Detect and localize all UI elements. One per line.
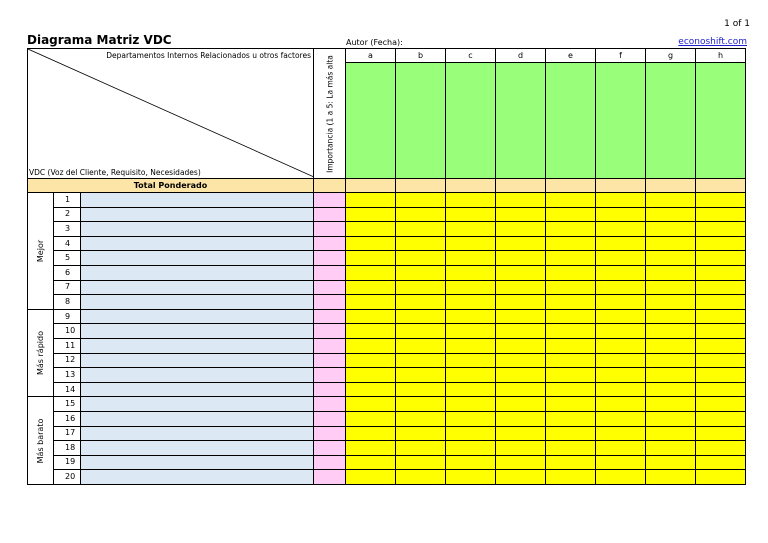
requirement-row xyxy=(28,397,746,412)
relation-cell-f[interactable] xyxy=(596,324,646,339)
importance-input-cell[interactable] xyxy=(314,470,346,485)
relation-cell-d[interactable] xyxy=(496,236,546,251)
relation-cell-g[interactable] xyxy=(646,441,696,456)
relation-cell-a[interactable] xyxy=(346,470,396,485)
relation-cell-g[interactable] xyxy=(646,280,696,295)
relation-cell-c[interactable] xyxy=(446,368,496,383)
requirement-row xyxy=(28,295,746,310)
group-label: Más rápido xyxy=(35,331,45,376)
requirement-row xyxy=(28,236,746,251)
importance-header-label: Importancia (1 a 5: La más alta xyxy=(324,54,334,173)
requirement-input-cell[interactable] xyxy=(81,470,314,485)
relation-cell-f[interactable] xyxy=(596,411,646,426)
relation-cell-d[interactable] xyxy=(496,368,546,383)
relation-cell-g[interactable] xyxy=(646,382,696,397)
relation-cell-a[interactable] xyxy=(346,411,396,426)
row-number: 17 xyxy=(54,426,81,441)
relation-cell-c[interactable] xyxy=(446,455,496,470)
relation-cell-f[interactable] xyxy=(596,426,646,441)
relation-cell-g[interactable] xyxy=(646,265,696,280)
relation-cell-f[interactable] xyxy=(596,236,646,251)
total-weighted-row xyxy=(28,179,746,193)
relation-cell-d[interactable] xyxy=(496,353,546,368)
requirement-input-cell[interactable] xyxy=(81,411,314,426)
relation-cell-d[interactable] xyxy=(496,222,546,237)
relation-cell-g[interactable] xyxy=(646,309,696,324)
column-header-h: h xyxy=(696,49,746,63)
relation-cell-f[interactable] xyxy=(596,338,646,353)
relation-cell-d[interactable] xyxy=(496,470,546,485)
relation-cell-h[interactable] xyxy=(696,441,746,456)
department-cell-c[interactable] xyxy=(446,63,496,179)
total-cell-b xyxy=(396,179,446,193)
importance-header-cell xyxy=(314,49,346,179)
relation-cell-f[interactable] xyxy=(596,353,646,368)
relation-cell-c[interactable] xyxy=(446,470,496,485)
requirement-input-cell[interactable] xyxy=(81,265,314,280)
relation-cell-h[interactable] xyxy=(696,411,746,426)
relation-cell-e[interactable] xyxy=(546,353,596,368)
relation-cell-g[interactable] xyxy=(646,295,696,310)
department-cell-g[interactable] xyxy=(646,63,696,179)
relation-cell-d[interactable] xyxy=(496,265,546,280)
relation-cell-e[interactable] xyxy=(546,207,596,222)
total-importance-cell xyxy=(314,179,346,193)
requirement-row xyxy=(28,338,746,353)
relation-cell-e[interactable] xyxy=(546,411,596,426)
relation-cell-b[interactable] xyxy=(396,295,446,310)
requirement-row xyxy=(28,353,746,368)
requirement-row xyxy=(28,455,746,470)
relation-cell-e[interactable] xyxy=(546,397,596,412)
importance-input-cell[interactable] xyxy=(314,324,346,339)
relation-cell-a[interactable] xyxy=(346,280,396,295)
requirement-input-cell[interactable] xyxy=(81,455,314,470)
relation-cell-c[interactable] xyxy=(446,397,496,412)
relation-cell-h[interactable] xyxy=(696,222,746,237)
relation-cell-b[interactable] xyxy=(396,470,446,485)
importance-input-cell[interactable] xyxy=(314,207,346,222)
column-header-d: d xyxy=(496,49,546,63)
relation-cell-e[interactable] xyxy=(546,382,596,397)
total-cell-c xyxy=(446,179,496,193)
relation-cell-f[interactable] xyxy=(596,193,646,208)
row-number: 1 xyxy=(54,193,81,208)
relation-cell-e[interactable] xyxy=(546,251,596,266)
relation-cell-b[interactable] xyxy=(396,353,446,368)
relation-cell-a[interactable] xyxy=(346,368,396,383)
row-number: 20 xyxy=(54,470,81,485)
relation-cell-c[interactable] xyxy=(446,338,496,353)
requirement-row xyxy=(28,368,746,383)
relation-cell-d[interactable] xyxy=(496,382,546,397)
requirement-input-cell[interactable] xyxy=(81,382,314,397)
relation-cell-f[interactable] xyxy=(596,382,646,397)
importance-input-cell[interactable] xyxy=(314,295,346,310)
relation-cell-e[interactable] xyxy=(546,236,596,251)
row-number: 11 xyxy=(54,338,81,353)
relation-cell-g[interactable] xyxy=(646,222,696,237)
department-cell-a[interactable] xyxy=(346,63,396,179)
relation-cell-h[interactable] xyxy=(696,397,746,412)
importance-input-cell[interactable] xyxy=(314,441,346,456)
importance-input-cell[interactable] xyxy=(314,368,346,383)
row-number: 10 xyxy=(54,324,81,339)
column-header-a: a xyxy=(346,49,396,63)
requirement-row xyxy=(28,280,746,295)
row-number: 12 xyxy=(54,353,81,368)
importance-input-cell[interactable] xyxy=(314,265,346,280)
relation-cell-e[interactable] xyxy=(546,441,596,456)
relation-cell-c[interactable] xyxy=(446,441,496,456)
relation-cell-g[interactable] xyxy=(646,251,696,266)
relation-cell-h[interactable] xyxy=(696,324,746,339)
requirement-input-cell[interactable] xyxy=(81,251,314,266)
importance-input-cell[interactable] xyxy=(314,280,346,295)
relation-cell-h[interactable] xyxy=(696,236,746,251)
importance-input-cell[interactable] xyxy=(314,382,346,397)
relation-cell-g[interactable] xyxy=(646,426,696,441)
requirement-row xyxy=(28,193,746,208)
importance-input-cell[interactable] xyxy=(314,251,346,266)
relation-cell-f[interactable] xyxy=(596,470,646,485)
relation-cell-a[interactable] xyxy=(346,295,396,310)
relation-cell-d[interactable] xyxy=(496,441,546,456)
relation-cell-f[interactable] xyxy=(596,280,646,295)
requirement-input-cell[interactable] xyxy=(81,338,314,353)
relation-cell-h[interactable] xyxy=(696,382,746,397)
importance-input-cell[interactable] xyxy=(314,309,346,324)
relation-cell-g[interactable] xyxy=(646,338,696,353)
diagonal-line xyxy=(28,49,314,177)
relation-cell-h[interactable] xyxy=(696,455,746,470)
relation-cell-g[interactable] xyxy=(646,455,696,470)
relation-cell-c[interactable] xyxy=(446,411,496,426)
relation-cell-e[interactable] xyxy=(546,280,596,295)
relation-cell-b[interactable] xyxy=(396,411,446,426)
row-number: 5 xyxy=(54,251,81,266)
relation-cell-e[interactable] xyxy=(546,295,596,310)
relation-cell-e[interactable] xyxy=(546,265,596,280)
relation-cell-c[interactable] xyxy=(446,280,496,295)
relation-cell-b[interactable] xyxy=(396,251,446,266)
row-number: 14 xyxy=(54,382,81,397)
relation-cell-d[interactable] xyxy=(496,426,546,441)
relation-cell-c[interactable] xyxy=(446,382,496,397)
relation-cell-e[interactable] xyxy=(546,193,596,208)
group-label: Más barato xyxy=(35,418,45,463)
requirement-row xyxy=(28,441,746,456)
group-label: Mejor xyxy=(35,239,45,262)
relation-cell-h[interactable] xyxy=(696,280,746,295)
column-header-g: g xyxy=(646,49,696,63)
requirement-row xyxy=(28,265,746,280)
row-number: 15 xyxy=(54,397,81,412)
relation-cell-c[interactable] xyxy=(446,426,496,441)
website-link[interactable]: econoshift.com xyxy=(678,37,747,47)
relation-cell-f[interactable] xyxy=(596,397,646,412)
total-weighted-label: Total Ponderado xyxy=(28,179,314,193)
relation-cell-d[interactable] xyxy=(496,193,546,208)
relation-cell-a[interactable] xyxy=(346,338,396,353)
relation-cell-b[interactable] xyxy=(396,441,446,456)
importance-input-cell[interactable] xyxy=(314,353,346,368)
relation-cell-h[interactable] xyxy=(696,265,746,280)
relation-cell-d[interactable] xyxy=(496,338,546,353)
relation-cell-a[interactable] xyxy=(346,455,396,470)
relation-cell-b[interactable] xyxy=(396,280,446,295)
relation-cell-g[interactable] xyxy=(646,470,696,485)
relation-cell-g[interactable] xyxy=(646,368,696,383)
requirement-input-cell[interactable] xyxy=(81,426,314,441)
vdc-matrix-table xyxy=(27,48,746,485)
total-cell-g xyxy=(646,179,696,193)
requirement-row xyxy=(28,470,746,485)
relation-cell-g[interactable] xyxy=(646,193,696,208)
relation-cell-c[interactable] xyxy=(446,353,496,368)
row-number: 9 xyxy=(54,309,81,324)
total-cell-h xyxy=(696,179,746,193)
total-cell-e xyxy=(546,179,596,193)
importance-input-cell[interactable] xyxy=(314,236,346,251)
relation-cell-c[interactable] xyxy=(446,207,496,222)
row-number: 8 xyxy=(54,295,81,310)
relation-cell-f[interactable] xyxy=(596,265,646,280)
row-number: 6 xyxy=(54,265,81,280)
row-number: 2 xyxy=(54,207,81,222)
column-header-e: e xyxy=(546,49,596,63)
relation-cell-b[interactable] xyxy=(396,207,446,222)
relation-cell-d[interactable] xyxy=(496,295,546,310)
relation-cell-d[interactable] xyxy=(496,280,546,295)
total-cell-a xyxy=(346,179,396,193)
row-number: 19 xyxy=(54,455,81,470)
vdc-header-label: VDC (Voz del Cliente, Requisito, Necesidades) xyxy=(29,167,201,177)
requirement-input-cell[interactable] xyxy=(81,236,314,251)
relation-cell-d[interactable] xyxy=(496,251,546,266)
relation-cell-a[interactable] xyxy=(346,236,396,251)
relation-cell-c[interactable] xyxy=(446,251,496,266)
relation-cell-f[interactable] xyxy=(596,441,646,456)
relation-cell-c[interactable] xyxy=(446,193,496,208)
relation-cell-c[interactable] xyxy=(446,236,496,251)
row-number: 18 xyxy=(54,441,81,456)
requirement-input-cell[interactable] xyxy=(81,441,314,456)
row-number: 3 xyxy=(54,222,81,237)
importance-input-cell[interactable] xyxy=(314,397,346,412)
relation-cell-a[interactable] xyxy=(346,309,396,324)
relation-cell-h[interactable] xyxy=(696,251,746,266)
requirement-input-cell[interactable] xyxy=(81,324,314,339)
relation-cell-d[interactable] xyxy=(496,455,546,470)
group-cell xyxy=(28,309,54,397)
departments-header-label: Departamentos Internos Relacionados u otros factores xyxy=(106,51,311,60)
row-number: 16 xyxy=(54,411,81,426)
relation-cell-d[interactable] xyxy=(496,207,546,222)
relation-cell-b[interactable] xyxy=(396,397,446,412)
row-number: 7 xyxy=(54,280,81,295)
relation-cell-a[interactable] xyxy=(346,222,396,237)
relation-cell-f[interactable] xyxy=(596,368,646,383)
requirement-input-cell[interactable] xyxy=(81,280,314,295)
relation-cell-g[interactable] xyxy=(646,207,696,222)
relation-cell-g[interactable] xyxy=(646,353,696,368)
requirement-row xyxy=(28,426,746,441)
relation-cell-e[interactable] xyxy=(546,470,596,485)
relation-cell-h[interactable] xyxy=(696,207,746,222)
group-cell xyxy=(28,397,54,485)
importance-input-cell[interactable] xyxy=(314,455,346,470)
column-header-c: c xyxy=(446,49,496,63)
relation-cell-a[interactable] xyxy=(346,251,396,266)
relation-cell-a[interactable] xyxy=(346,324,396,339)
relation-cell-a[interactable] xyxy=(346,265,396,280)
total-cell-f xyxy=(596,179,646,193)
relation-cell-c[interactable] xyxy=(446,295,496,310)
relation-cell-e[interactable] xyxy=(546,368,596,383)
relation-cell-d[interactable] xyxy=(496,324,546,339)
page-number: 1 of 1 xyxy=(724,19,750,29)
relation-cell-b[interactable] xyxy=(396,324,446,339)
requirement-row xyxy=(28,324,746,339)
relation-cell-b[interactable] xyxy=(396,455,446,470)
relation-cell-c[interactable] xyxy=(446,309,496,324)
requirement-row xyxy=(28,382,746,397)
department-cell-d[interactable] xyxy=(496,63,546,179)
requirement-input-cell[interactable] xyxy=(81,397,314,412)
relation-cell-a[interactable] xyxy=(346,397,396,412)
requirement-row xyxy=(28,309,746,324)
requirement-row xyxy=(28,207,746,222)
relation-cell-d[interactable] xyxy=(496,411,546,426)
department-cell-f[interactable] xyxy=(596,63,646,179)
requirement-input-cell[interactable] xyxy=(81,353,314,368)
requirement-input-cell[interactable] xyxy=(81,368,314,383)
relation-cell-c[interactable] xyxy=(446,324,496,339)
relation-cell-e[interactable] xyxy=(546,426,596,441)
relation-cell-b[interactable] xyxy=(396,236,446,251)
importance-input-cell[interactable] xyxy=(314,193,346,208)
relation-cell-g[interactable] xyxy=(646,324,696,339)
requirement-input-cell[interactable] xyxy=(81,207,314,222)
relation-cell-f[interactable] xyxy=(596,309,646,324)
relation-cell-c[interactable] xyxy=(446,222,496,237)
importance-input-cell[interactable] xyxy=(314,426,346,441)
relation-cell-h[interactable] xyxy=(696,193,746,208)
department-cell-h[interactable] xyxy=(696,63,746,179)
diagonal-header-cell xyxy=(28,49,314,179)
department-cell-e[interactable] xyxy=(546,63,596,179)
relation-cell-d[interactable] xyxy=(496,397,546,412)
relation-cell-b[interactable] xyxy=(396,193,446,208)
author-date-label: Autor (Fecha): xyxy=(346,38,403,47)
column-header-row xyxy=(28,49,746,63)
relation-cell-b[interactable] xyxy=(396,338,446,353)
relation-cell-a[interactable] xyxy=(346,193,396,208)
relation-cell-e[interactable] xyxy=(546,324,596,339)
relation-cell-b[interactable] xyxy=(396,265,446,280)
column-header-f: f xyxy=(596,49,646,63)
relation-cell-c[interactable] xyxy=(446,265,496,280)
relation-cell-f[interactable] xyxy=(596,222,646,237)
relation-cell-f[interactable] xyxy=(596,295,646,310)
relation-cell-b[interactable] xyxy=(396,309,446,324)
requirement-row xyxy=(28,222,746,237)
importance-input-cell[interactable] xyxy=(314,411,346,426)
relation-cell-e[interactable] xyxy=(546,455,596,470)
page-title: Diagrama Matriz VDC xyxy=(27,33,172,47)
relation-cell-b[interactable] xyxy=(396,382,446,397)
relation-cell-f[interactable] xyxy=(596,251,646,266)
relation-cell-b[interactable] xyxy=(396,222,446,237)
requirement-input-cell[interactable] xyxy=(81,295,314,310)
relation-cell-a[interactable] xyxy=(346,426,396,441)
relation-cell-b[interactable] xyxy=(396,368,446,383)
department-cell-b[interactable] xyxy=(396,63,446,179)
relation-cell-a[interactable] xyxy=(346,353,396,368)
relation-cell-e[interactable] xyxy=(546,222,596,237)
relation-cell-g[interactable] xyxy=(646,397,696,412)
importance-input-cell[interactable] xyxy=(314,338,346,353)
column-header-b: b xyxy=(396,49,446,63)
relation-cell-a[interactable] xyxy=(346,382,396,397)
requirement-input-cell[interactable] xyxy=(81,193,314,208)
relation-cell-h[interactable] xyxy=(696,309,746,324)
relation-cell-a[interactable] xyxy=(346,441,396,456)
relation-cell-b[interactable] xyxy=(396,426,446,441)
importance-input-cell[interactable] xyxy=(314,222,346,237)
relation-cell-h[interactable] xyxy=(696,368,746,383)
relation-cell-g[interactable] xyxy=(646,236,696,251)
relation-cell-h[interactable] xyxy=(696,353,746,368)
relation-cell-h[interactable] xyxy=(696,426,746,441)
relation-cell-h[interactable] xyxy=(696,470,746,485)
relation-cell-f[interactable] xyxy=(596,455,646,470)
requirement-row xyxy=(28,411,746,426)
relation-cell-e[interactable] xyxy=(546,338,596,353)
relation-cell-h[interactable] xyxy=(696,338,746,353)
total-cell-d xyxy=(496,179,546,193)
relation-cell-d[interactable] xyxy=(496,309,546,324)
row-number: 4 xyxy=(54,236,81,251)
relation-cell-e[interactable] xyxy=(546,309,596,324)
row-number: 13 xyxy=(54,368,81,383)
requirement-input-cell[interactable] xyxy=(81,222,314,237)
relation-cell-f[interactable] xyxy=(596,207,646,222)
relation-cell-a[interactable] xyxy=(346,207,396,222)
relation-cell-g[interactable] xyxy=(646,411,696,426)
group-cell xyxy=(28,193,54,310)
requirement-input-cell[interactable] xyxy=(81,309,314,324)
relation-cell-h[interactable] xyxy=(696,295,746,310)
requirement-row xyxy=(28,251,746,266)
